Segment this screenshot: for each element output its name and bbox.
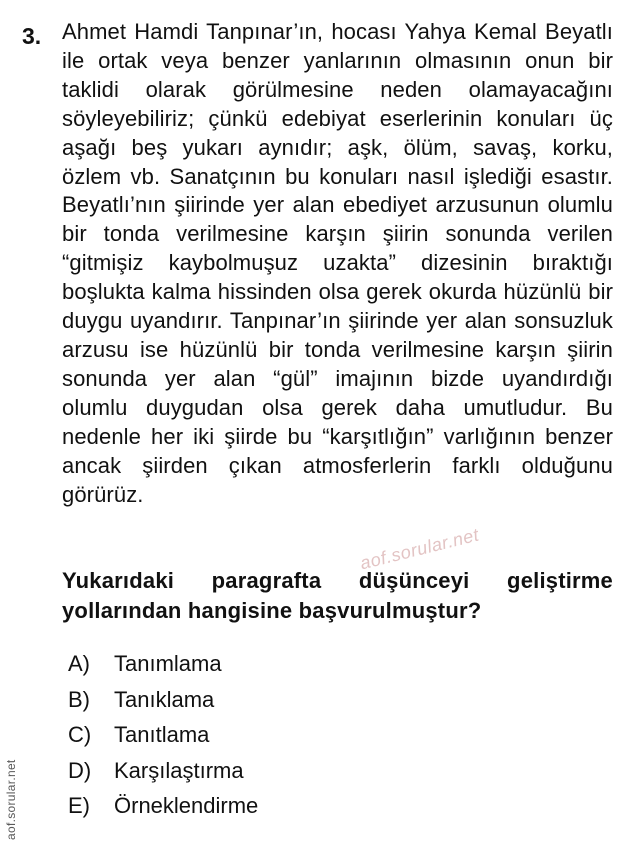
answer-option-b[interactable] bbox=[68, 682, 258, 718]
watermark-center: aof.sorular.net bbox=[358, 524, 482, 574]
question-prompt: Yukarıdaki paragrafta düşünceyi geliştirme yollarından hangisine başvurulmuştur? bbox=[62, 568, 613, 623]
option-text: Tanıklama bbox=[114, 686, 215, 712]
option-text: Tanımlama bbox=[114, 651, 222, 676]
answer-option-e[interactable] bbox=[68, 788, 258, 824]
option-letter: C) bbox=[68, 722, 92, 747]
answer-option-d[interactable] bbox=[68, 753, 258, 789]
option-text: Karşılaştırma bbox=[114, 757, 244, 783]
answer-options bbox=[68, 646, 258, 824]
question-number: 3. bbox=[22, 23, 42, 49]
option-letter: A) bbox=[68, 651, 90, 676]
answer-option-a[interactable] bbox=[68, 646, 258, 682]
option-letter: E) bbox=[68, 793, 90, 818]
option-text: Örneklendirme bbox=[114, 793, 259, 818]
option-letter: D) bbox=[68, 757, 92, 783]
option-text: Tanıtlama bbox=[114, 722, 210, 747]
watermark-side: aof.sorular.net bbox=[4, 759, 18, 840]
option-letter: B) bbox=[68, 686, 90, 712]
question-passage: Ahmet Hamdi Tanpınar’ın, hocası Yahya Kemal Beyatlı ile ortak veya benzer yanlarının olmasının onun bir taklidi olarak görülmesine neden olamayacağını söyleyebiliriz; çünkü edebiyat eserlerinin konuları üç aşağı beş yukarı aynıdır; aşk, ölüm, savaş, korku, özlem vb. Sanatçının bu konuları nasıl işlediği esastır. Beyatlı’nın şiirinde yer alan ebediyet arzusunun olumlu bir tonda verilmesine karşın şiirin sonunda verilen “gitmişiz kaybolmuşuz uzakta” dizesinin bıraktığı boşlukta kalma hissinden olsa gerek okurda hüzünlü bir duygu uyandırır. Tanpınar’ın şiirinde yer alan sonsuzluk arzusu ise hüzünlü bir tonda verilmesine karşın şiirin sonunda yer alan “gül” imajının bizde uyandırdığı olumlu duygudan olsa gerek daha umutludur. Bu nedenle her iki şiirde bu “karşıtlığın” varlığının benzer ancak şiirden çıkan atmosferlerin farklı olduğunu görürüz. bbox=[62, 19, 613, 507]
answer-option-c[interactable] bbox=[68, 717, 258, 753]
